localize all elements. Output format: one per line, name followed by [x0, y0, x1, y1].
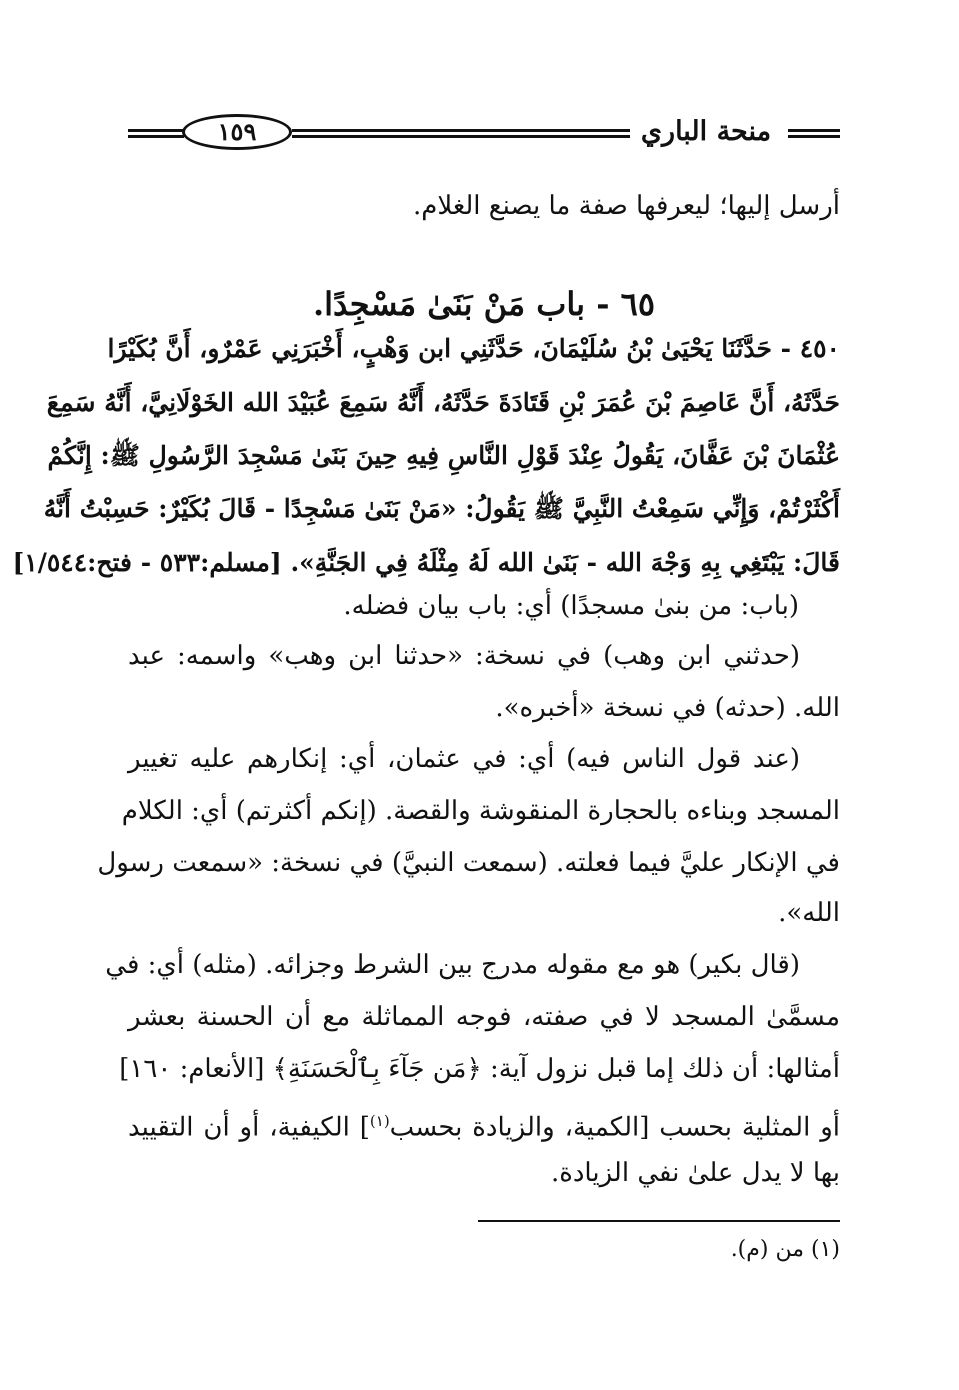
- footnote-marker: (١): [369, 1112, 390, 1130]
- commentary-line-8: (قال بكير) هو مع مقوله مدرج بين الشرط وجزائه. (مثله) أي: في: [105, 950, 800, 980]
- intro-line: أرسل إليها؛ ليعرفها صفة ما يصنع الغلام.: [412, 191, 840, 221]
- commentary-line-10: أمثالها: أن ذلك إما قبل نزول آية: ﴿مَن جَآءَ بِٱلْحَسَنَةِ﴾ [الأنعام: ١٦٠]: [119, 1054, 840, 1084]
- commentary-line-11-part-2: ] الكيفية، أو أن التقييد: [128, 1112, 370, 1143]
- commentary-line-6: في الإنكار عليَّ فيما فعلته. (سمعت النبيَّ) في نسخة: «سمعت رسول: [97, 848, 840, 878]
- commentary-line-11: [128, 1101, 840, 1148]
- commentary-line-12: بها لا يدل علىٰ نفي الزيادة.: [550, 1158, 840, 1188]
- commentary-line-3: الله. (حدثه) في نسخة «أخبره».: [495, 693, 840, 723]
- page-number: ١٥٩: [182, 114, 292, 150]
- header-rule-middle: [292, 129, 630, 138]
- commentary-line-1: (باب: من بنىٰ مسجدًا) أي: باب بيان فضله.: [343, 591, 799, 621]
- hadith-line-1: ٤٥٠ - حَدَّثَنَا يَحْيَىٰ بْنُ سُلَيْمَانَ، حَدَّثَنِي ابن وَهْبٍ، أَخْبَرَنِي عَمْرٌو، أَنَّ بُكَيْرًا: [107, 334, 840, 363]
- commentary-line-7: الله».: [778, 898, 840, 928]
- chapter-title: ٦٥ - باب مَنْ بَنَىٰ مَسْجِدًا.: [312, 285, 656, 323]
- header-rule-right: [788, 129, 840, 138]
- book-title: منحة الباري: [640, 116, 772, 147]
- footnote: (١) من (م).: [730, 1237, 840, 1262]
- commentary-line-9: مسمَّىٰ المسجد لا في صفته، فوجه المماثلة مع أن الحسنة بعشر: [128, 1002, 840, 1032]
- commentary-line-4: (عند قول الناس فيه) أي: في عثمان، أي: إنكارهم عليه تغيير: [128, 744, 800, 774]
- hadith-line-2: حَدَّثَهُ، أَنَّ عَاصِمَ بْنَ عُمَرَ بْنِ قَتَادَةَ حَدَّثَهُ، أَنَّهُ سَمِعَ عُبَيْدَ الله الخَوْلَانِيَّ، أَنَّهُ سَمِعَ: [46, 388, 840, 417]
- page-header: [128, 108, 840, 152]
- hadith-line-5: قَالَ: يَبْتَغِي بِهِ وَجْهَ الله - بَنَىٰ الله لَهُ مِثْلَهُ فِي الجَنَّةِ». [مسلم:٥٣٣ - فتح:١/٥٤٤]: [12, 548, 840, 577]
- commentary-line-2: (حدثني ابن وهب) في نسخة: «حدثنا ابن وهب» واسمه: عبد: [128, 641, 800, 671]
- header-rule-left: [128, 129, 184, 138]
- hadith-line-3: عُثْمَانَ بْنَ عَفَّانَ، يَقُولُ عِنْدَ قَوْلِ النَّاسِ فِيهِ حِينَ بَنَىٰ مَسْجِدَ الرَّسُولِ ﷺ: إِنَّكُمْ: [47, 441, 840, 470]
- commentary-line-5: المسجد وبناءه بالحجارة المنقوشة والقصة. (إنكم أكثرتم) أي: الكلام: [121, 796, 840, 826]
- commentary-line-11-part-1: أو المثلية بحسب [الكمية، والزيادة بحسب: [389, 1112, 840, 1143]
- footnote-separator: [478, 1220, 840, 1222]
- hadith-line-4: أَكْثَرْتُمْ، وَإِنِّي سَمِعْتُ النَّبِيَّ ﷺ يَقُولُ: «مَنْ بَنَىٰ مَسْجِدًا - قَالَ بُكَيْرٌ: حَسِبْتُ أَنَّهُ: [43, 494, 840, 523]
